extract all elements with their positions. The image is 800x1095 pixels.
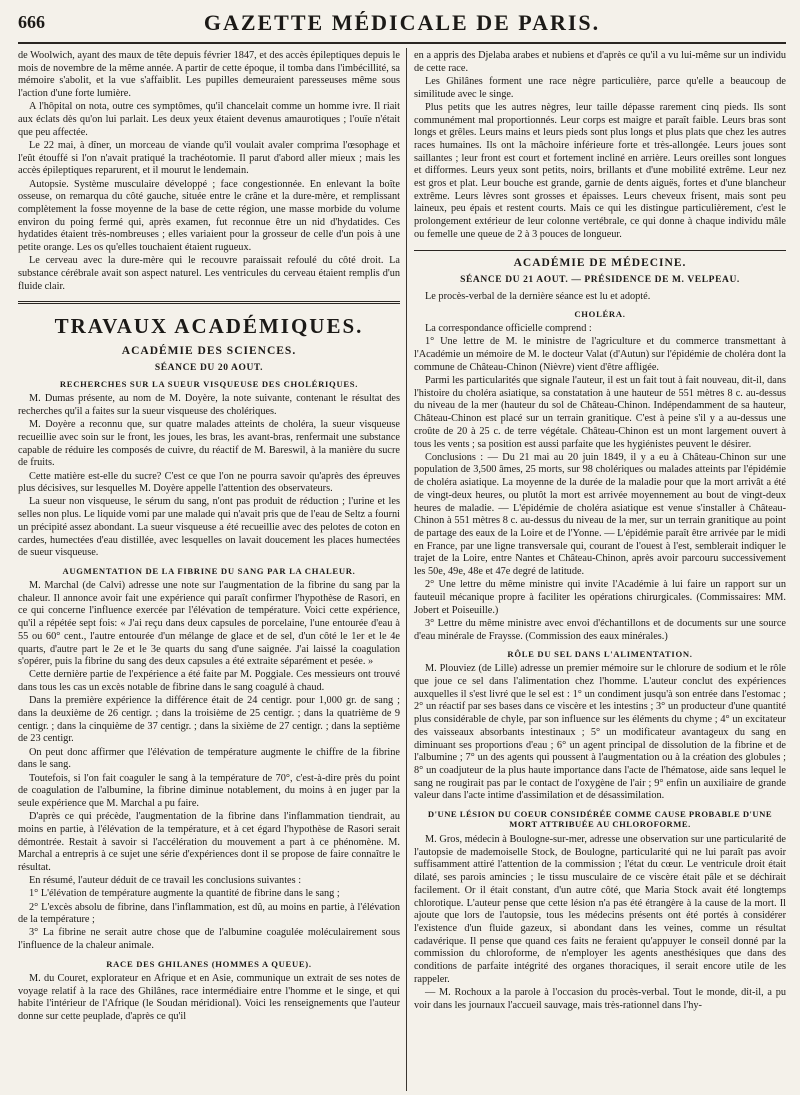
seance-heading: SÉANCE DU 21 AOUT. — PRÉSIDENCE DE M. VELPEAU. — [460, 274, 740, 285]
paragraph: M. Marchal (de Calvi) adresse une note sur l'augmentation de la fibrine du sang par la chaleur. Il annonce avoir fait une expérience qui paraît confirmer l'hypothèse de Rasori, en ce qui concerne l'influence exercée par l'élévation de température. Voici cette expérience, qu'il a répétée sept fois: « J'ai reçu dans deux capsules de porcelaine, l'une entourée d'eau à 55 ou 60° cent., l'autre entourée d'un mélange de glace et de sel, d'un côté le 1er et le 4e quarts, d'autre part le 2e et le 3e quarts du sang d'une saignée. J'ai laissé la coagulation s'opérer, puis la fibrine du sang des deux capsules a été extraite séparément et pesée. » — [18, 580, 400, 668]
paragraph: M. Doyère a reconnu que, sur quatre malades atteints de choléra, la sueur visqueuse recueillie avec soin sur le front, les joues, les bras, les avant-bras, renfermait une substance capable de réduire les composés de cuivre, du réactif de M. Bareswil, à la manière du sucre de fruits. — [18, 419, 400, 469]
article-subhead: RÔLE DU SEL DANS L'ALIMENTATION. — [507, 649, 693, 660]
paragraph: 1° Une lettre de M. le ministre de l'agriculture et du commerce transmettant à l'Académie un mémoire de M. le docteur Valat (d'Autun) sur l'épidémie de choléra dont la commune de Château-Chinon (Nièvre) vient d'être affligée. — [414, 336, 786, 373]
paragraph: M. Dumas présente, au nom de M. Doyère, la note suivante, contenant le résultat des recherches qu'il a faites sur la sueur visqueuse des cholériques. — [18, 393, 400, 418]
intro-article — [18, 50, 400, 293]
paragraph: Plus petits que les autres nègres, leur taille dépasse rarement cinq pieds. Ils sont communément mal proportionnés. Leur corps est maigre et paraît faible. Leurs bras sont longs et grêles. Leurs mains et leurs pieds sont plus longs et plus plats que chez les autres races humaines. Ils ont la mâchoire inférieure forte et très-allongée. Leurs joues sont saillantes ; leur front est court et fortement incliné en arrière. Leurs oreilles sont longues et difformes. Leurs yeux sont petits, noirs, brillants et d'une mobilité extrême. Leur nez est gros et plat. Leur bouche est grande, garnie de dents aiguës, fortes et d'une blancheur extrême. Leurs lèvres sont grosses et épaisses. Leurs cheveux frisent, mais sont peu laineux, peu épais et restent courts. Mais ce qui les distingue particulièrement, c'est le prolongement extérieur de leur colonne vertébrale, ce qui donne à chaque individu mâle ou femelle une queue de 2 à 3 pouces de longueur. — [414, 101, 786, 240]
paragraph: 1° L'élévation de température augmente la quantité de fibrine dans le sang ; — [29, 888, 340, 900]
article-subhead: RACE DES GHILANES (HOMMES A QUEUE). — [106, 958, 312, 969]
paragraph: Dans la première expérience la différence était de 24 centigr. pour 1,000 gr. de sang ; dans la deuxième de 26 centigr. ; dans la troisième de 25 centigr. ; dans la quatrième de 9 centigr. ; dans la cinquième de 37 centigr. ; dans la sixième de 27 centigr. ; dans la septième de 23 centigr. — [18, 695, 400, 745]
paragraph: Cette matière est-elle du sucre? C'est ce que l'on ne pourra savoir qu'après des épreuves plus décisives, sur lesquelles M. Doyère appelle l'attention des observateurs. — [18, 470, 400, 495]
paragraph: Autopsie. Système musculaire développé ; face congestionnée. En enlevant la boîte osseuse, on remarqua du côté gauche, située entre le crâne et la dure-mère, et remplissant complètement la fosse moyenne de la base de cette région, une masse morbide du volume environ du poing fermé qui, après examen, fut reconnue être un nid d'hydatides. Ces hydatides étaient très-nombreuses ; elles variaient pour la grosseur de celle d'un pois à une petite orange. Les os qu'elles touchaient étaient rugueux. — [18, 178, 400, 254]
right-column — [414, 50, 786, 1089]
paragraph: 2° Une lettre du même ministre qui invite l'Académie à lui faire un rapport sur un fauteuil mécanique propre à faciliter les opérations chirurgicales. (Commissaires: MM. Jobert et Poiseuille.) — [414, 579, 786, 616]
paragraph: Le 22 mai, à dîner, un morceau de viande qu'il voulait avaler comprima l'œsophage et l'eût étouffé si l'on n'avait pratiqué la trachéotomie. Il parut d'abord aller mieux ; mais les accès épileptiques reparurent, et il mourut le lendemain. — [18, 139, 400, 177]
left-column — [18, 50, 400, 1089]
section-divider — [414, 250, 786, 251]
article-subhead: RECHERCHES SUR LA SUEUR VISQUEUSE DES CHOLÉRIQUES. — [59, 379, 359, 390]
academy-heading: ACADÉMIE DES SCIENCES. — [121, 345, 297, 358]
section-divider — [18, 301, 400, 304]
seance-heading: SÉANCE DU 20 AOUT. — [154, 363, 264, 374]
academy-heading: ACADÉMIE DE MÉDECINE. — [513, 256, 687, 269]
paragraph: Parmi les particularités que signale l'auteur, il est un fait tout à fait nouveau, dit-il, dans l'histoire du choléra asiatique, sa constatation à une hauteur de 551 mètres 8 c. au-dessus du niveau de la mer (hauteur du sol de Château-Chinon. Indépendamment de sa hauteur, Château-Chinon est placé sur un terrain granitique. C'est à peine s'il y a au-dessus une croûte de 20 à 25 c. de terre végétale. Château-Chinon est un mont largement ouvert à tous les vents ; sa position est aussi parfaite que les hygiénistes peuvent le désirer. — [414, 375, 786, 450]
paragraph: Le cerveau avec la dure-mère qui le recouvre paraissait refoulé du côté droit. La substance cérébrale avait son aspect naturel. Les ventricules du cerveau étaient remplis d'un fluide clair. — [18, 255, 400, 292]
article-subhead: CHOLÉRA. — [574, 309, 626, 320]
page-header — [18, 8, 786, 44]
ghilanes-continued — [414, 50, 786, 242]
article-subhead: D'UNE LÉSION DU COEUR CONSIDÉRÉE COMME CAUSE PROBABLE D'UNE MORT ATTRIBUÉE AU CHLOROFORME. — [427, 809, 773, 830]
sel-article — [414, 663, 786, 803]
article-subhead: AUGMENTATION DE LA FIBRINE DU SANG PAR LA CHALEUR. — [62, 566, 356, 576]
paragraph: Le procès-verbal de la dernière séance est lu et adopté. — [425, 290, 651, 302]
paragraph: La correspondance officielle comprend : — [425, 323, 592, 335]
paragraph: M. du Couret, explorateur en Afrique et en Asie, communique un extrait de ses notes de voyage relatif à la race des Ghilânes, race intermédiaire entre l'homme et le singe, et qui habite l'intérieur de l'Afrique (le Soudan méridional). Voici les renseignements que l'auteur donne sur cette peuplade, d'après ce qu'il — [18, 972, 400, 1022]
paragraph: On peut donc affirmer que l'élévation de température augmente le chiffre de la fibrine dans le sang. — [18, 746, 400, 771]
paragraph: — M. Rochoux a la parole à l'occasion du procès-verbal. Tout le monde, dit-il, a pu voir dans les journaux l'accueil sauvage, mais très-rationnel dans l'hy- — [414, 987, 786, 1011]
paragraph: En résumé, l'auteur déduit de ce travail les conclusions suivantes : — [29, 875, 302, 887]
paragraph: de Woolwich, ayant des maux de tête depuis février 1847, et des accès épileptiques depuis le mois de novembre de la même année. A partir de cette époque, il tomba dans l'imbécillité, sa mémoire s'abolit, et la vue s'affaiblit. Les pupilles demeuraient paresseuses même sous l'action d'une forte lumière. — [18, 50, 400, 100]
coeur-article — [414, 834, 786, 1012]
column-divider — [406, 48, 407, 1091]
section-title: TRAVAUX ACADÉMIQUES. — [54, 314, 364, 339]
paragraph: M. Plouviez (de Lille) adresse un premier mémoire sur le chlorure de sodium et le rôle que joue ce sel dans l'alimentation chez l'homme. L'auteur conclut des expériences auxquelles il s'est livré que le sel est : 1° un condiment jusqu'à son entrée dans l'estomac ; 2° un réactif par ses bases dans ce viscère et les intestins ; 3° un producteur d'une quantité plus considérable de chyle, par son influence sur les éléments du chyme ; 4° un excitateur des vaisseaux absorbants intestinaux ; 5° un modificateur avantageux du sang en diminuant ses proportions d'eau ; 6° un agent principal de dissolution de la fibrine et de l'albumine ; 7° un des agents qui poussent à l'augmentation ou à la création des globules ; 8° un coadjuteur de la plus haute importance dans l'acte de l'hématose, aide sans lequel le sang ne rougirait pas par le contact de l'oxygène de l'air ; 9° enfin un auxiliaire de grande valeur dans l'acte intime d'assimilation et de désassimilation. — [414, 663, 786, 802]
paragraph: La sueur non visqueuse, le sérum du sang, n'ont pas produit de réduction ; l'urine et les selles non plus. Le liquide vomi par une malade qui n'avait pris que de l'eau de Seltz a fourni un précipité assez abondant. La sueur visqueuse a été recueillie avec des pelotes de coton en cardes, humectées d'eau distillée, avec lesquelles on lavait doucement les places humectées de sueur visqueuse. — [18, 496, 400, 559]
cholera-article — [414, 323, 786, 643]
paragraph: 2° L'excès absolu de fibrine, dans l'inflammation, est dû, au moins en partie, à l'élévation de la température ; — [18, 901, 400, 926]
paragraph: Toutefois, si l'on fait coaguler le sang à la température de 70°, c'est-à-dire près du point de coagulation de l'albumine, la fibrine diminue notablement, du moins à en juger par la seule expérience que M. Marchal a pu faire. — [18, 772, 400, 809]
paragraph: en a appris des Djelaba arabes et nubiens et d'après ce qu'il a vu lui-même sur un individu de cette race. — [414, 50, 786, 74]
paragraph: 3° Lettre du même ministre avec envoi d'échantillons et de documents sur une source d'eau minérale de Fraysse. (Commission des eaux minérales.) — [414, 617, 786, 642]
paragraph: Cette dernière partie de l'expérience a été faite par M. Poggiale. Ces messieurs ont trouvé dans tous les cas un excès notable de fibrine dans le sang coagulé à chaud. — [18, 669, 400, 694]
page-number: 666 — [18, 12, 45, 32]
journal-title: GAZETTE MÉDICALE DE PARIS. — [203, 10, 601, 35]
paragraph: D'après ce qui précède, l'augmentation de la fibrine dans l'inflammation tiendrait, au moins en partie, à l'élévation de la température, et à cet égard l'hypothèse de Rasori serait démontrée. Restait à savoir si l'accélération du mouvement a part à ce phénomène. M. Marchal a entrepris à ce sujet une série d'expériences dont il se propose de faire connaître le résultat. — [18, 811, 400, 873]
sueur-article — [18, 393, 400, 560]
paragraph: A l'hôpital on nota, outre ces symptômes, qu'il chancelait comme un homme ivre. Il riait aux éclats dès qu'on lui parlait. Les deux yeux étaient devenus amaurotiques ; l'ouïe n'était que peu affectée. — [18, 101, 400, 138]
fibrine-article — [18, 580, 400, 953]
ghilanes-article — [18, 973, 400, 1024]
paragraph: Les Ghilânes forment une race nègre particulière, parce qu'elle a beaucoup de similitude avec le singe. — [414, 75, 786, 100]
paragraph: 3° La fibrine ne serait autre chose que de l'albumine coagulée moléculairement sous l'influence de la chaleur animale. — [18, 927, 400, 952]
paragraph: M. Gros, médecin à Boulogne-sur-mer, adresse une observation sur une particularité de l'autopsie de mademoiselle Stock, de Boulogne, particularité qui ne lui paraît pas avoir suffisamment attiré l'attention de la commission ; l'état du cœur. Le ventricule droit était dilaté, ses parois amincies ; le tissu musculaire de ce viscère était pâle et se déchirait facilement. Or il était constant, d'un autre côté, que Maria Stock avait été longtemps chlorotique. L'auteur pense que cette lésion n'a pas été étrangère à la cause de la mort. Il ajoute que lors de l'autopsie, tous les médecins présents ont été portés à considérer l'existence d'un fluide gazeux, si abondant dans les veines, comme un résultat cadavérique. Il pense que quand ces faits ne feraient qu'appuyer le conseil donné par la commission du chloroforme, de n'employer les agents anesthésiques que dans des conditions de parfaite intégrité des organes thoraciques, il serait encore utile de les rappeler. — [414, 834, 786, 985]
paragraph: Conclusions : — Du 21 mai au 20 juin 1849, il y a eu à Château-Chinon sur une population de 3,500 âmes, 25 morts, sur 98 cholériques ou malades atteints par l'épidémie de choléra asiatique. La moyenne de la durée de la maladie pour que la mort arrivât a été de vingt-deux heures, ou plutôt la mort est arrivée moyennement au bout de vingt-deux heures de maladie. — L'épidémie de choléra asiatique est venue s'installer à Château-Chinon à 551 mètres 8 c. au-dessus du niveau de la mer, sur un terrain granitique au point de partage des eaux de la Loire et de l'Yonne. — L'épidémie paraît être arrivée par le midi en France, par une ligne transversale qui, courant de l'ouest à l'est, semblerait indiquer le trajet de la Loire, entre Nantes et Château-Chinon, après avoir parcouru successivement les 50e, 49e, 48e et 47e degré de latitude. — [414, 451, 786, 578]
